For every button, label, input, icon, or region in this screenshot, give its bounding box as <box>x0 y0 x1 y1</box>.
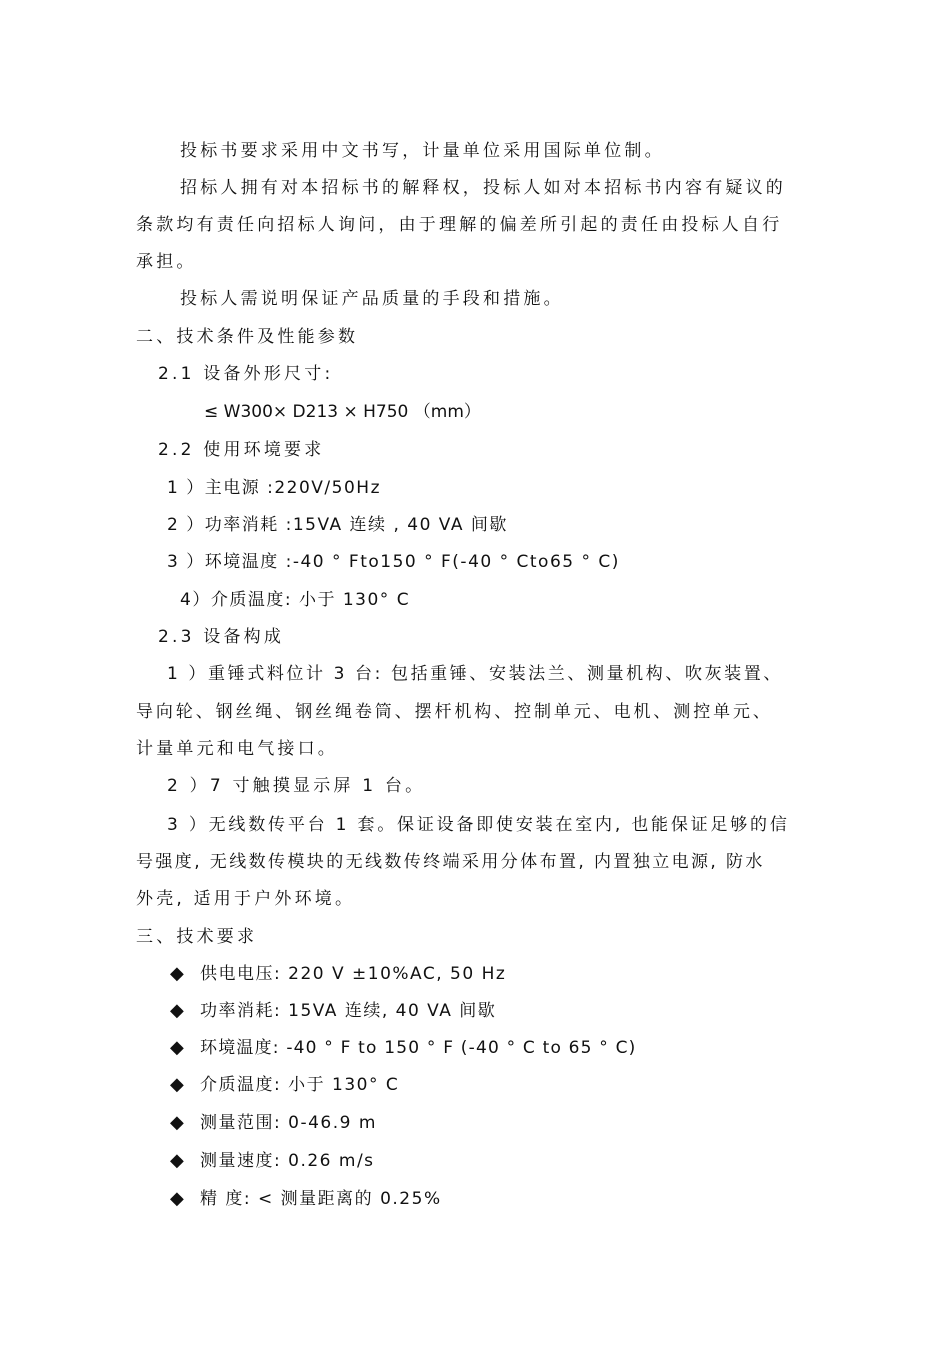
subsection-2-3-heading: 2.3 设备构成 <box>158 627 285 647</box>
env-item-4: 4）介质温度: 小于 130° C <box>180 590 411 610</box>
composition-item-1-line-3: 计量单元和电气接口。 <box>136 739 338 759</box>
env-item-1: 1 ）主电源 :220V/50Hz <box>167 478 381 498</box>
composition-item-2: 2 ）7 寸触摸显示屏 1 台。 <box>167 776 426 796</box>
dimensions-value: ≤ W300× D213 × H750 （mm） <box>204 402 481 422</box>
composition-item-3-line-1: 3 ）无线数传平台 1 套。保证设备即使安装在室内, 也能保证足够的信 <box>167 815 790 835</box>
env-item-2: 2 ）功率消耗 :15VA 连续 , 40 VA 间歇 <box>167 515 508 535</box>
requirement-power: 功率消耗: 15VA 连续, 40 VA 间歇 <box>200 1001 497 1021</box>
bullet-diamond-icon: ◆ <box>170 1112 184 1133</box>
requirement-speed: 测量速度: 0.26 m/s <box>200 1151 375 1171</box>
section-2-heading: 二、技术条件及性能参数 <box>136 327 359 347</box>
bullet-diamond-icon: ◆ <box>170 1074 184 1095</box>
requirement-temperature: 环境温度: -40 ° F to 150 ° F (-40 ° C to 65 ° C) <box>200 1038 637 1058</box>
composition-item-1-line-1: 1 ）重锤式料位计 3 台: 包括重锤、安装法兰、测量机构、吹灰装置、 <box>167 664 783 684</box>
bullet-diamond-icon: ◆ <box>170 1150 184 1171</box>
paragraph-3: 投标人需说明保证产品质量的手段和措施。 <box>180 289 564 309</box>
requirement-range: 测量范围: 0-46.9 m <box>200 1113 377 1133</box>
bullet-diamond-icon: ◆ <box>170 1000 184 1021</box>
subsection-2-2-heading: 2.2 使用环境要求 <box>158 440 325 460</box>
bullet-diamond-icon: ◆ <box>170 1188 184 1209</box>
requirement-voltage: 供电电压: 220 V ±10%AC, 50 Hz <box>200 964 507 984</box>
composition-item-3-line-2: 号强度, 无线数传模块的无线数传终端采用分体布置, 内置独立电源, 防水 <box>136 852 765 872</box>
bullet-diamond-icon: ◆ <box>170 963 184 984</box>
composition-item-1-line-2: 导向轮、钢丝绳、钢丝绳卷筒、摆杆机构、控制单元、电机、测控单元、 <box>136 702 773 722</box>
composition-item-3-line-3: 外壳, 适用于户外环境。 <box>136 889 356 909</box>
subsection-2-1-heading: 2.1 设备外形尺寸: <box>158 364 334 384</box>
paragraph-2-line-1: 招标人拥有对本招标书的解释权，投标人如对本招标书内容有疑议的 <box>180 178 786 198</box>
requirement-accuracy: 精 度: < 测量距离的 0.25% <box>200 1189 442 1209</box>
bullet-diamond-icon: ◆ <box>170 1037 184 1058</box>
section-3-heading: 三、技术要求 <box>136 927 258 947</box>
paragraph-1: 投标书要求采用中文书写，计量单位采用国际单位制。 <box>180 141 665 161</box>
paragraph-2-line-3: 承担。 <box>136 252 197 272</box>
env-item-3: 3 ）环境温度 :-40 ° Fto150 ° F(-40 ° Cto65 ° C) <box>167 552 620 572</box>
paragraph-2-line-2: 条款均有责任向招标人询问，由于理解的偏差所引起的责任由投标人自行 <box>136 215 783 235</box>
requirement-medium-temp: 介质温度: 小于 130° C <box>200 1075 400 1095</box>
